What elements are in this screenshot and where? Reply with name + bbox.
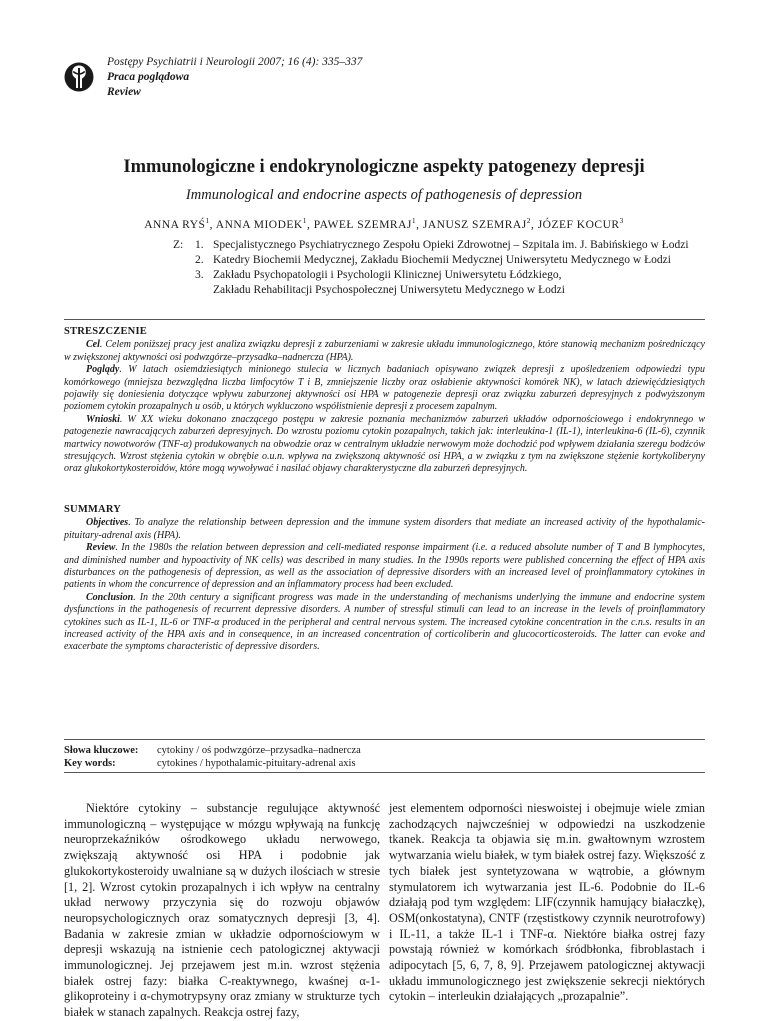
affiliation-line [173, 268, 689, 283]
streszczenie-paragraph [64, 364, 705, 414]
keywords-block [64, 744, 361, 770]
journal-logo-icon [64, 62, 94, 92]
summary-paragraph [64, 592, 705, 654]
affiliation-number: 1. [195, 239, 204, 251]
affiliation-text: Katedry Biochemii Medycznej, Zakładu Biochemii Medycznej Uniwersytetu Medycznego w Łodzi [213, 254, 671, 266]
summary-heading: SUMMARY [64, 504, 122, 515]
affiliation-prefix [173, 268, 195, 283]
divider-keywords-top [64, 739, 705, 740]
affiliation-line [173, 238, 689, 253]
author-name: JÓZEF KOCUR [537, 218, 620, 231]
divider-keywords-bottom [64, 772, 705, 773]
summary-body [64, 517, 705, 653]
article-type-en: Review [107, 86, 141, 98]
author-affiliation-mark: 2 [526, 216, 531, 225]
article-subtitle: Immunological and endocrine aspects of pathogenesis of depression [185, 187, 583, 203]
journal-header [107, 55, 362, 100]
affiliations [173, 238, 689, 298]
journal-citation: Postępy Psychiatrii i Neurologii 2007; 16 (4): 335–337 [107, 56, 363, 68]
affiliation-number [195, 283, 213, 298]
affiliation-line [173, 283, 689, 298]
streszczenie-paragraph-lead: Cel [86, 339, 100, 351]
streszczenie-paragraph-lead: Wnioski [86, 413, 120, 425]
summary-paragraph-lead: Objectives [86, 517, 129, 529]
affiliation-number: 3. [195, 269, 204, 281]
author-affiliation-mark: 1 [411, 216, 417, 225]
summary-paragraph [64, 517, 705, 542]
article-title: Immunologiczne i endokrynologiczne aspekty patogenezy depresji [123, 157, 645, 177]
affiliation-text: Zakładu Rehabilitacji Psychospołecznej Uniwersytetu Medycznego w Łodzi [213, 284, 565, 296]
summary-paragraph-lead: Conclusion [86, 591, 134, 603]
summary-paragraph-text: . In the 1980s the relation between depression and cell-mediated response impairment (i.e. a reduced absolute number of T and B lymphocytes, and diminished number and hypoactivity of NK cells) was described in many studies. In the 1990s reports were published concerning the effect of HPA axis disturbances on the pathogenesis of depression, as well as the association of depressive disorders with an increased level of proinflammatory cytokines in patients in whom the concurrence of depression and an inflammatory process had been excluded. [64, 542, 705, 591]
author-affiliation-mark: 1 [205, 216, 210, 225]
article-type-pl: Praca poglądowa [107, 71, 190, 83]
body-column-right [389, 801, 705, 1005]
affiliation-prefix [173, 283, 195, 298]
keywords-en-label: Key words: [64, 758, 116, 769]
author-name: JANUSZ SZEMRAJ [422, 218, 527, 231]
keywords-pl-label: Słowa kluczowe: [64, 745, 139, 756]
body-paragraph: jest elementem odporności nieswoistej i obejmuje wiele zmian zachodzących najwcześniej w odpowiedzi na uszkodzenie tkanek. Reakcja ta objawia się m.in. gwałtownym wzrostem wytwarzania wielu białek, w tym białek ostrej fazy. Większość z tych białek jest syntetyzowana w wątrobie, a głównym stymulatorem ich wytwarzania jest IL-6. Podobnie do IL-6 działają pod tym względem: LIF(czynnik hamujący białaczkę), OSM(onkostatyna), CNTF (rzęstistkowy czynnik neurotrofowy) i IL-11, a także IL-1 i TNF-α. Niektóre białka ostrej fazy powstają również w komórkach śródbłonka, fibroblastach i adipocytach [5, 6, 7, 8, 9]. Przejawem patologicznej aktywacji układu immunologicznego jest zwiększenie sekrecji niektórych cytokin – interleukin działających „prozapalnie”. [389, 801, 705, 1004]
streszczenie-paragraph-lead: Poglądy [86, 364, 120, 376]
author-affiliation-mark: 1 [302, 216, 307, 225]
streszczenie-section [64, 326, 705, 476]
keywords-en-value: cytokines / hypothalamic-pituitary-adrenal axis [157, 758, 356, 769]
keywords-pl-value: cytokiny / oś podwzgórze–przysadka–nadnercza [157, 745, 361, 756]
streszczenie-paragraph-text: . W XX wieku dokonano znaczącego postępu w zakresie poznania mechanizmów zaburzeń układów odpornościowego i endokrynnego w patogenezie nawracających zaburzeń depresyjnych. Do wzrostu poziomu cytokin pozapalnych, takich jak: interleukina-1 (IL-1), interleukina-6 (IL-6), czynnik martwicy nowotworów (TNF-α) produkowanych na obwodzie oraz w centralnym układzie nerwowym może dochodzić pod wpływem działania szeregu bodźców stresujących. Wzrost stężenia cytokin w obrębie o.u.n. wpływa na zwiększoną aktywność osi HPA, a w związku z tym na zwiększone stężenie kortykoliberyny oraz glukokortykosteroidów, które mogą wywoływać i nasilać objawy charakterystyczne dla zaburzeń depresyjnych. [64, 413, 705, 475]
affiliation-prefix [173, 253, 195, 268]
streszczenie-paragraph [64, 339, 705, 364]
author-name: ANNA MIODEK [215, 218, 303, 231]
summary-paragraph-text: . In the 20th century a significant progress was made in the understanding of mechanisms underlying the immune and endocrine system dysfunctions in the pathogenesis of recurrent depressive disorders. A number of stressful stimuli can lead to an increase in the levels of proinflammatory cytokines such as IL-1, IL-6 or TNF-α produced in the peripheral and central nervous system. The increased cytokine concentration in the c.n.s. results in an increased activity of the HPA axis and in consequence, in an increased concentration of corticoliberin and glucocorticosteroids. The latter can evoke and exacerbate the symptoms characteristic of depressive disorders. [64, 591, 705, 653]
streszczenie-paragraph-text: . Celem poniższej pracy jest analiza związku depresji z zaburzeniami w zakresie układu immunologicznego, które stanowią mechanizm pośredniczący w zwiększonej aktywności osi podwzgórze–przysadka–nadnercza (HPA). [64, 339, 705, 363]
author-name: ANNA RYŚ [144, 218, 206, 231]
affiliation-number: 2. [195, 254, 204, 266]
summary-paragraph [64, 542, 705, 592]
body-column-left [64, 801, 380, 1021]
body-paragraph: Niektóre cytokiny – substancje regulujące aktywność immunologiczną – występujące w mózgu wpływają na funkcję neuroprzekaźników ośrodkowego układu nerwowego, zwiększają aktywność osi HPA i podobnie jak glukokortykosteroidy uwalniane są w dużych ilościach w stresie [1, 2]. Wzrost cytokin prozapalnych i ich wpływ na centralny układ nerwowy przyczynia się do rozwoju objawów neuropsychologicznych oraz somatycznych depresji [3, 4]. Badania w zakresie zmian w układzie odpornościowym w depresji wskazują na istnienie cech patologicznej aktywacji immunologicznej. Jej przejawem jest m.in. wzrost stężenia białek ostrej fazy: białka C-reaktywnego, kwaśnej α-1-glikoproteiny i α-chymotrypsyny oraz zmiany w strukturze tych białek w stanach zapalnych. Reakcja ostrej fazy, [64, 801, 380, 1020]
summary-section [64, 504, 705, 654]
summary-paragraph-lead: Review [86, 542, 116, 554]
streszczenie-paragraph-text: . W latach osiemdziesiątych minionego stulecia w licznych badaniach opisywano związek depresji z upośledzeniem odpowiedzi typu komórkowego (mniejsza bezwzględna liczba limfocytów T i B, zmniejszenie liczby oraz osłabienie aktywności komórek NK), w latach dziewięćdziesiątych pojawiły się doniesienia dotyczące wpływu zaburzonej aktywności osi HPA w patogenezie depresji oraz związku zaburzeń depresyjnych z podwyższonym poziomem cytokin prozapalnych u osób, u których wykluczono współistnienie depresji z procesem zapalnym. [64, 364, 705, 413]
author-affiliation-mark: 3 [619, 216, 624, 225]
affiliation-text: Zakładu Psychopatologii i Psychologii Klinicznej Uniwersytetu Łódzkiego, [213, 269, 562, 281]
divider-top [64, 319, 705, 320]
streszczenie-paragraph [64, 414, 705, 476]
affiliation-line [173, 253, 689, 268]
affiliation-text: Specjalistycznego Psychiatrycznego Zespołu Opieki Zdrowotnej – Szpitala im. J. Babińskiego w Łodzi [213, 239, 689, 251]
affiliation-prefix: Z: [173, 239, 184, 251]
streszczenie-body [64, 339, 705, 475]
author-name: PAWEŁ SZEMRAJ [313, 218, 412, 231]
streszczenie-heading: STRESZCZENIE [64, 326, 147, 337]
author-list: ANNA RYŚ$^1$, ANNA MIODEK$^1$, PAWEŁ SZEMRAJ$^1$, JANUSZ SZEMRAJ$^2$, JÓZEF KOCUR$^3$ [144, 216, 624, 231]
summary-paragraph-text: . To analyze the relationship between depression and the immune system disorders that mediate an increased activity of the hypothalamic-pituitary-adrenal axis (HPA). [64, 517, 705, 541]
